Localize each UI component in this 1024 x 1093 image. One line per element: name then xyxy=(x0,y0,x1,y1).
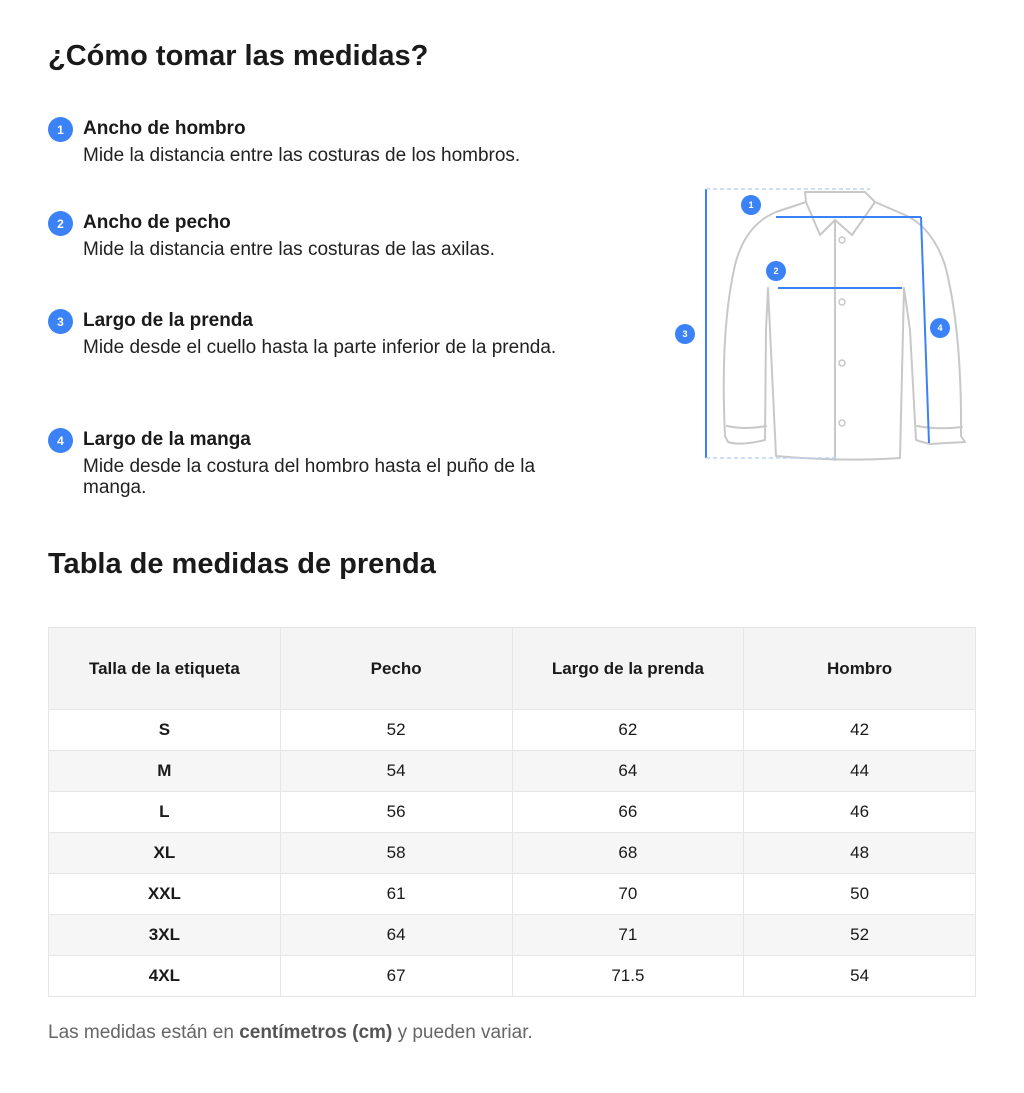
shirt-buttons xyxy=(839,237,845,426)
size-cell: S xyxy=(49,710,281,751)
table-row xyxy=(49,956,976,997)
step-description: Mide la distancia entre las costuras de las axilas. xyxy=(83,239,495,260)
marker-3-label: 3 xyxy=(682,329,688,339)
length-cell: 68 xyxy=(512,833,744,874)
units-note-bold: centímetros (cm) xyxy=(239,1022,393,1043)
step-garment-length xyxy=(48,307,568,358)
table-row xyxy=(49,710,976,751)
table-row xyxy=(49,751,976,792)
units-note-suffix: y pueden variar. xyxy=(392,1022,533,1043)
marker-4-label: 4 xyxy=(937,323,943,333)
length-cell: 71 xyxy=(512,915,744,956)
step-shoulder-width xyxy=(48,115,568,166)
table-row xyxy=(49,833,976,874)
column-header-shoulder: Hombro xyxy=(744,628,976,710)
table-header-row xyxy=(49,628,976,710)
units-note-prefix: Las medidas están en xyxy=(48,1022,240,1043)
size-cell: 4XL xyxy=(49,956,281,997)
shoulder-cell: 52 xyxy=(744,915,976,956)
chest-cell: 56 xyxy=(280,792,512,833)
table-row xyxy=(49,874,976,915)
step-title: Ancho de hombro xyxy=(83,118,246,139)
step-chest-width xyxy=(48,209,568,260)
column-header-chest: Pecho xyxy=(280,628,512,710)
column-header-size: Talla de la etiqueta xyxy=(49,628,281,710)
step-title: Ancho de pecho xyxy=(83,212,231,233)
units-note xyxy=(48,1022,533,1044)
step-title: Largo de la manga xyxy=(83,429,251,450)
step-number-badge: 4 xyxy=(48,428,73,453)
column-header-length: Largo de la prenda xyxy=(512,628,744,710)
shoulder-cell: 44 xyxy=(744,751,976,792)
shoulder-cell: 48 xyxy=(744,833,976,874)
table-row xyxy=(49,915,976,956)
length-cell: 62 xyxy=(512,710,744,751)
size-cell: XXL xyxy=(49,874,281,915)
step-description: Mide desde el cuello hasta la parte inferior de la prenda. xyxy=(83,337,557,358)
length-cell: 71.5 xyxy=(512,956,744,997)
shoulder-cell: 54 xyxy=(744,956,976,997)
step-sleeve-length xyxy=(48,426,568,498)
step-description: Mide desde la costura del hombro hasta el puño de la manga. xyxy=(83,456,536,498)
size-cell: XL xyxy=(49,833,281,874)
size-cell: 3XL xyxy=(49,915,281,956)
shoulder-cell: 42 xyxy=(744,710,976,751)
step-number-badge: 1 xyxy=(48,117,73,142)
marker-2-label: 2 xyxy=(773,266,779,276)
chest-cell: 61 xyxy=(280,874,512,915)
shirt-measurement-diagram xyxy=(670,180,970,470)
size-cell: M xyxy=(49,751,281,792)
step-number-badge: 3 xyxy=(48,309,73,334)
step-title: Largo de la prenda xyxy=(83,310,253,331)
chest-cell: 64 xyxy=(280,915,512,956)
chest-cell: 54 xyxy=(280,751,512,792)
chest-cell: 67 xyxy=(280,956,512,997)
chest-cell: 52 xyxy=(280,710,512,751)
step-number-badge: 2 xyxy=(48,211,73,236)
page-title: ¿Cómo tomar las medidas? xyxy=(48,40,429,72)
shoulder-cell: 50 xyxy=(744,874,976,915)
size-chart-table xyxy=(48,627,976,997)
length-cell: 64 xyxy=(512,751,744,792)
chest-cell: 58 xyxy=(280,833,512,874)
length-cell: 66 xyxy=(512,792,744,833)
table-row xyxy=(49,792,976,833)
step-description: Mide la distancia entre las costuras de los hombros. xyxy=(83,145,521,166)
marker-1-label: 1 xyxy=(748,200,754,210)
size-table-title: Tabla de medidas de prenda xyxy=(48,548,436,580)
size-cell: L xyxy=(49,792,281,833)
shoulder-cell: 46 xyxy=(744,792,976,833)
length-cell: 70 xyxy=(512,874,744,915)
